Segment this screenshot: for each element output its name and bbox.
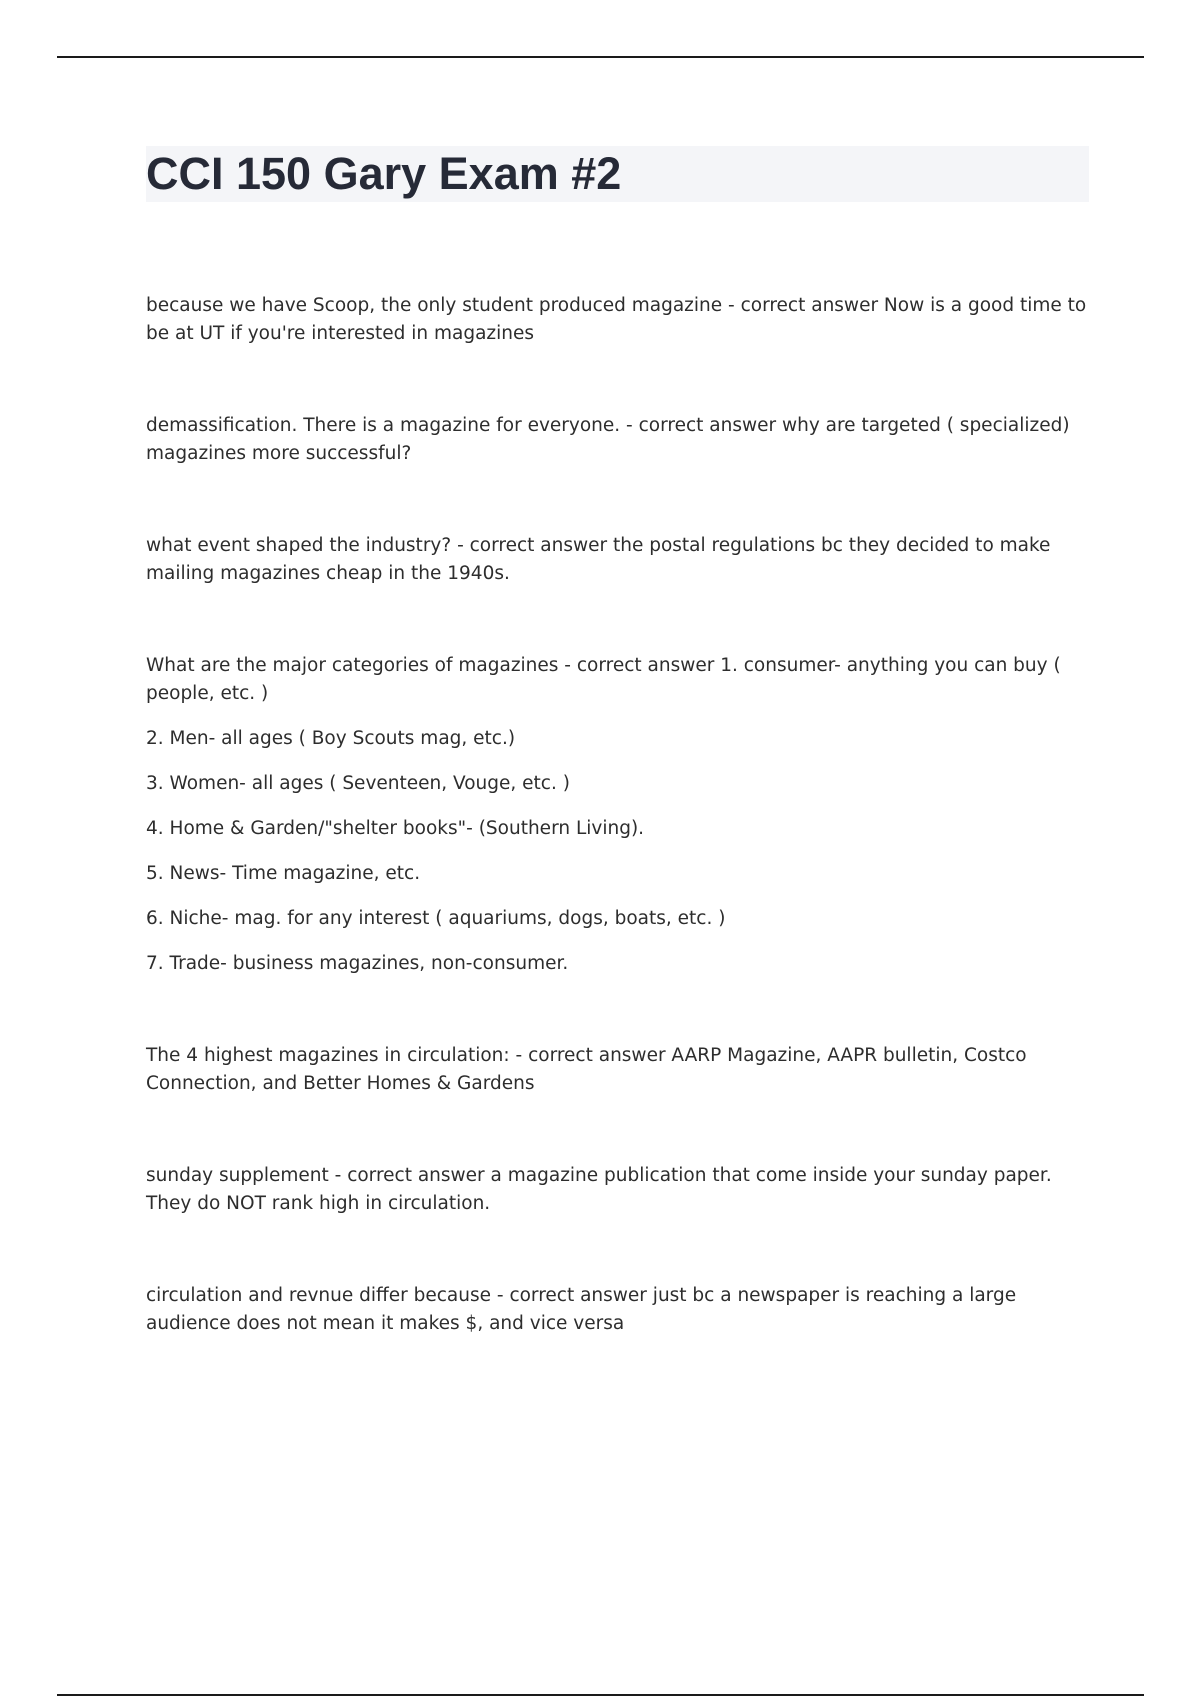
qa-text: circulation and revnue differ because - correct answer just bc a newspaper is reaching a large audience does not mean it makes $, and vice versa: [146, 1285, 1017, 1334]
top-rule: [57, 56, 1144, 58]
category-item: 3. Women- all ages ( Seventeen, Vouge, etc. ): [146, 773, 570, 794]
category-item: 2. Men- all ages ( Boy Scouts mag, etc.): [146, 728, 516, 749]
bottom-rule: [57, 1694, 1144, 1696]
qa-text: What are the major categories of magazines - correct answer 1. consumer- anything you can buy ( people, etc. ): [146, 655, 1061, 704]
qa-text: demassification. There is a magazine for everyone. - correct answer why are targeted ( specialized) magazines more successful?: [146, 415, 1070, 464]
qa-text: The 4 highest magazines in circulation: - correct answer AARP Magazine, AAPR bulletin, Costco Connection, and Better Homes & Gardens: [146, 1045, 1027, 1094]
qa-entry-3: [146, 532, 1091, 588]
qa-entry-4: [146, 652, 1091, 978]
category-item: 6. Niche- mag. for any interest ( aquariums, dogs, boats, etc. ): [146, 908, 726, 929]
category-item: 5. News- Time magazine, etc.: [146, 863, 421, 884]
qa-entry-5: [146, 1042, 1091, 1098]
qa-entry-1: [146, 292, 1091, 348]
qa-entry-2: [146, 412, 1091, 468]
qa-entry-6: [146, 1162, 1091, 1218]
qa-entry-7: [146, 1282, 1091, 1338]
document-body: [146, 292, 1091, 1338]
qa-text: because we have Scoop, the only student produced magazine - correct answer Now is a good time to be at UT if you're interested in magazines: [146, 295, 1087, 344]
qa-text: what event shaped the industry? - correct answer the postal regulations bc they decided to make mailing magazines cheap in the 1940s.: [146, 535, 1051, 584]
qa-text: sunday supplement - correct answer a magazine publication that come inside your sunday paper. They do NOT rank high in circulation.: [146, 1165, 1052, 1214]
category-item: 4. Home & Garden/"shelter books"- (Southern Living).: [146, 818, 645, 839]
category-item: 7. Trade- business magazines, non-consumer.: [146, 953, 569, 974]
page-title: CCI 150 Gary Exam #2: [146, 148, 622, 199]
